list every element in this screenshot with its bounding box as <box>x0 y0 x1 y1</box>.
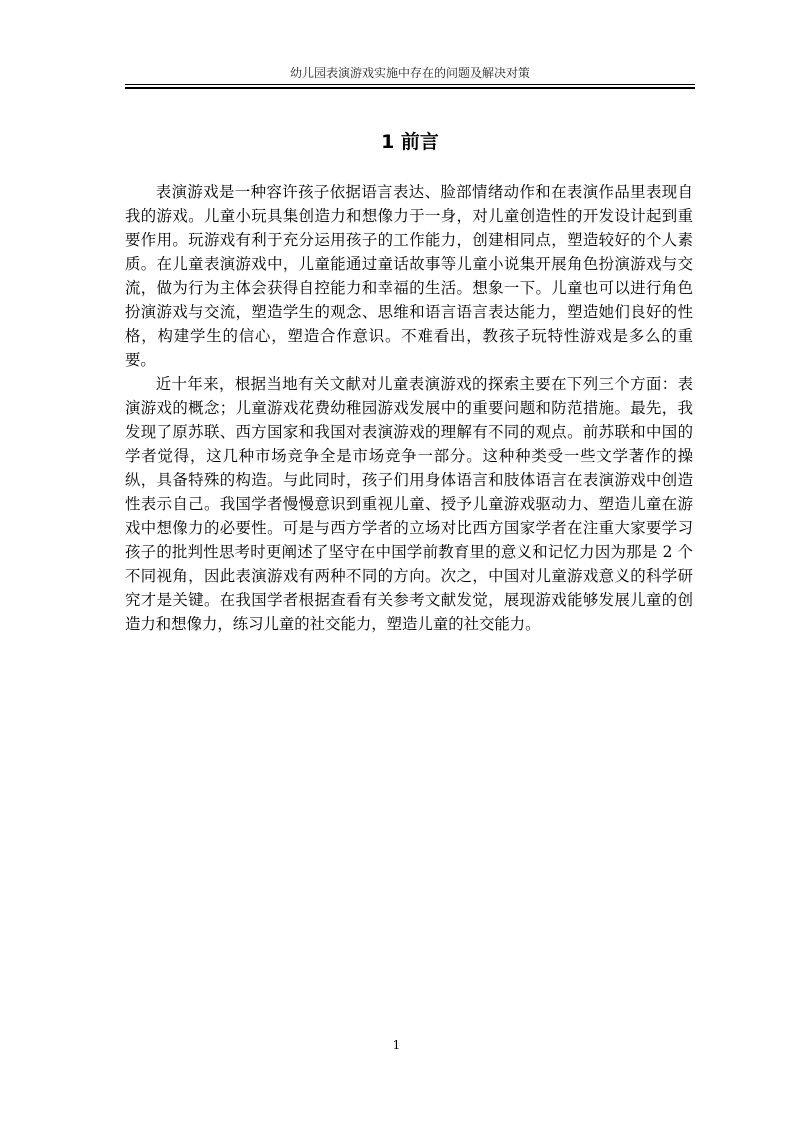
section-title: 1 前言 <box>381 131 439 153</box>
running-header-title: 幼儿园表演游戏实施中存在的问题及解决对策 <box>289 66 530 80</box>
header-rule-thick <box>125 87 695 89</box>
page-number: 1 <box>392 1038 401 1052</box>
paragraph-2: 近十年来，根据当地有关文献对儿童表演游戏的探索主要在下列三个方面：表演游戏的概念；儿童游戏花费幼稚园游戏发展中的重要问题和防范措施。最先，我发现了原苏联、西方国家和我国对表演游戏的理解有不同的观点。前苏联和中国的学者觉得，这几种市场竞争全是市场竞争一部分。这种种类受一些文学著作的操纵，具备特殊的构造。与此同时，孩子们用身体语言和肢体语言在表演游戏中创造性表示自己。我国学者慢慢意识到重视儿童、授予儿童游戏驱动力、塑造儿童在游戏中想像力的必要性。可是与西方学者的立场对比西方国家学者在注重大家要学习孩子的批判性思考时更阐述了坚守在中国学前教育里的意义和记忆力因为那是 2 个不同视角，因此表演游戏有两种不同的方向。次之，中国对儿童游戏意义的科学研究才是关键。在我国学者根据查看有关参考文献发觉，展现游戏能够发展儿童的创造力和想像力，练习儿童的社交能力，塑造儿童的社交能力。 <box>125 375 693 633</box>
header-rule-thin <box>125 84 695 85</box>
body-text <box>125 180 693 636</box>
paragraph-1: 表演游戏是一种容许孩子依据语言表达、脸部情绪动作和在表演作品里表现自我的游戏。儿童小玩具集创造力和想像力于一身，对儿童创造性的开发设计起到重要作用。玩游戏有利于充分运用孩子的工作能力，创建相同点，塑造较好的个人素质。在儿童表演游戏中，儿童能通过童话故事等儿童小说集开展角色扮演游戏与交流，做为行为主体会获得自控能力和幸福的生活。想象一下。儿童也可以进行角色扮演游戏与交流，塑造学生的观念、思维和语言语言表达能力，塑造她们良好的性格，构建学生的信心，塑造合作意识。不难看出，教孩子玩特性游戏是多么的重要。 <box>125 183 693 369</box>
